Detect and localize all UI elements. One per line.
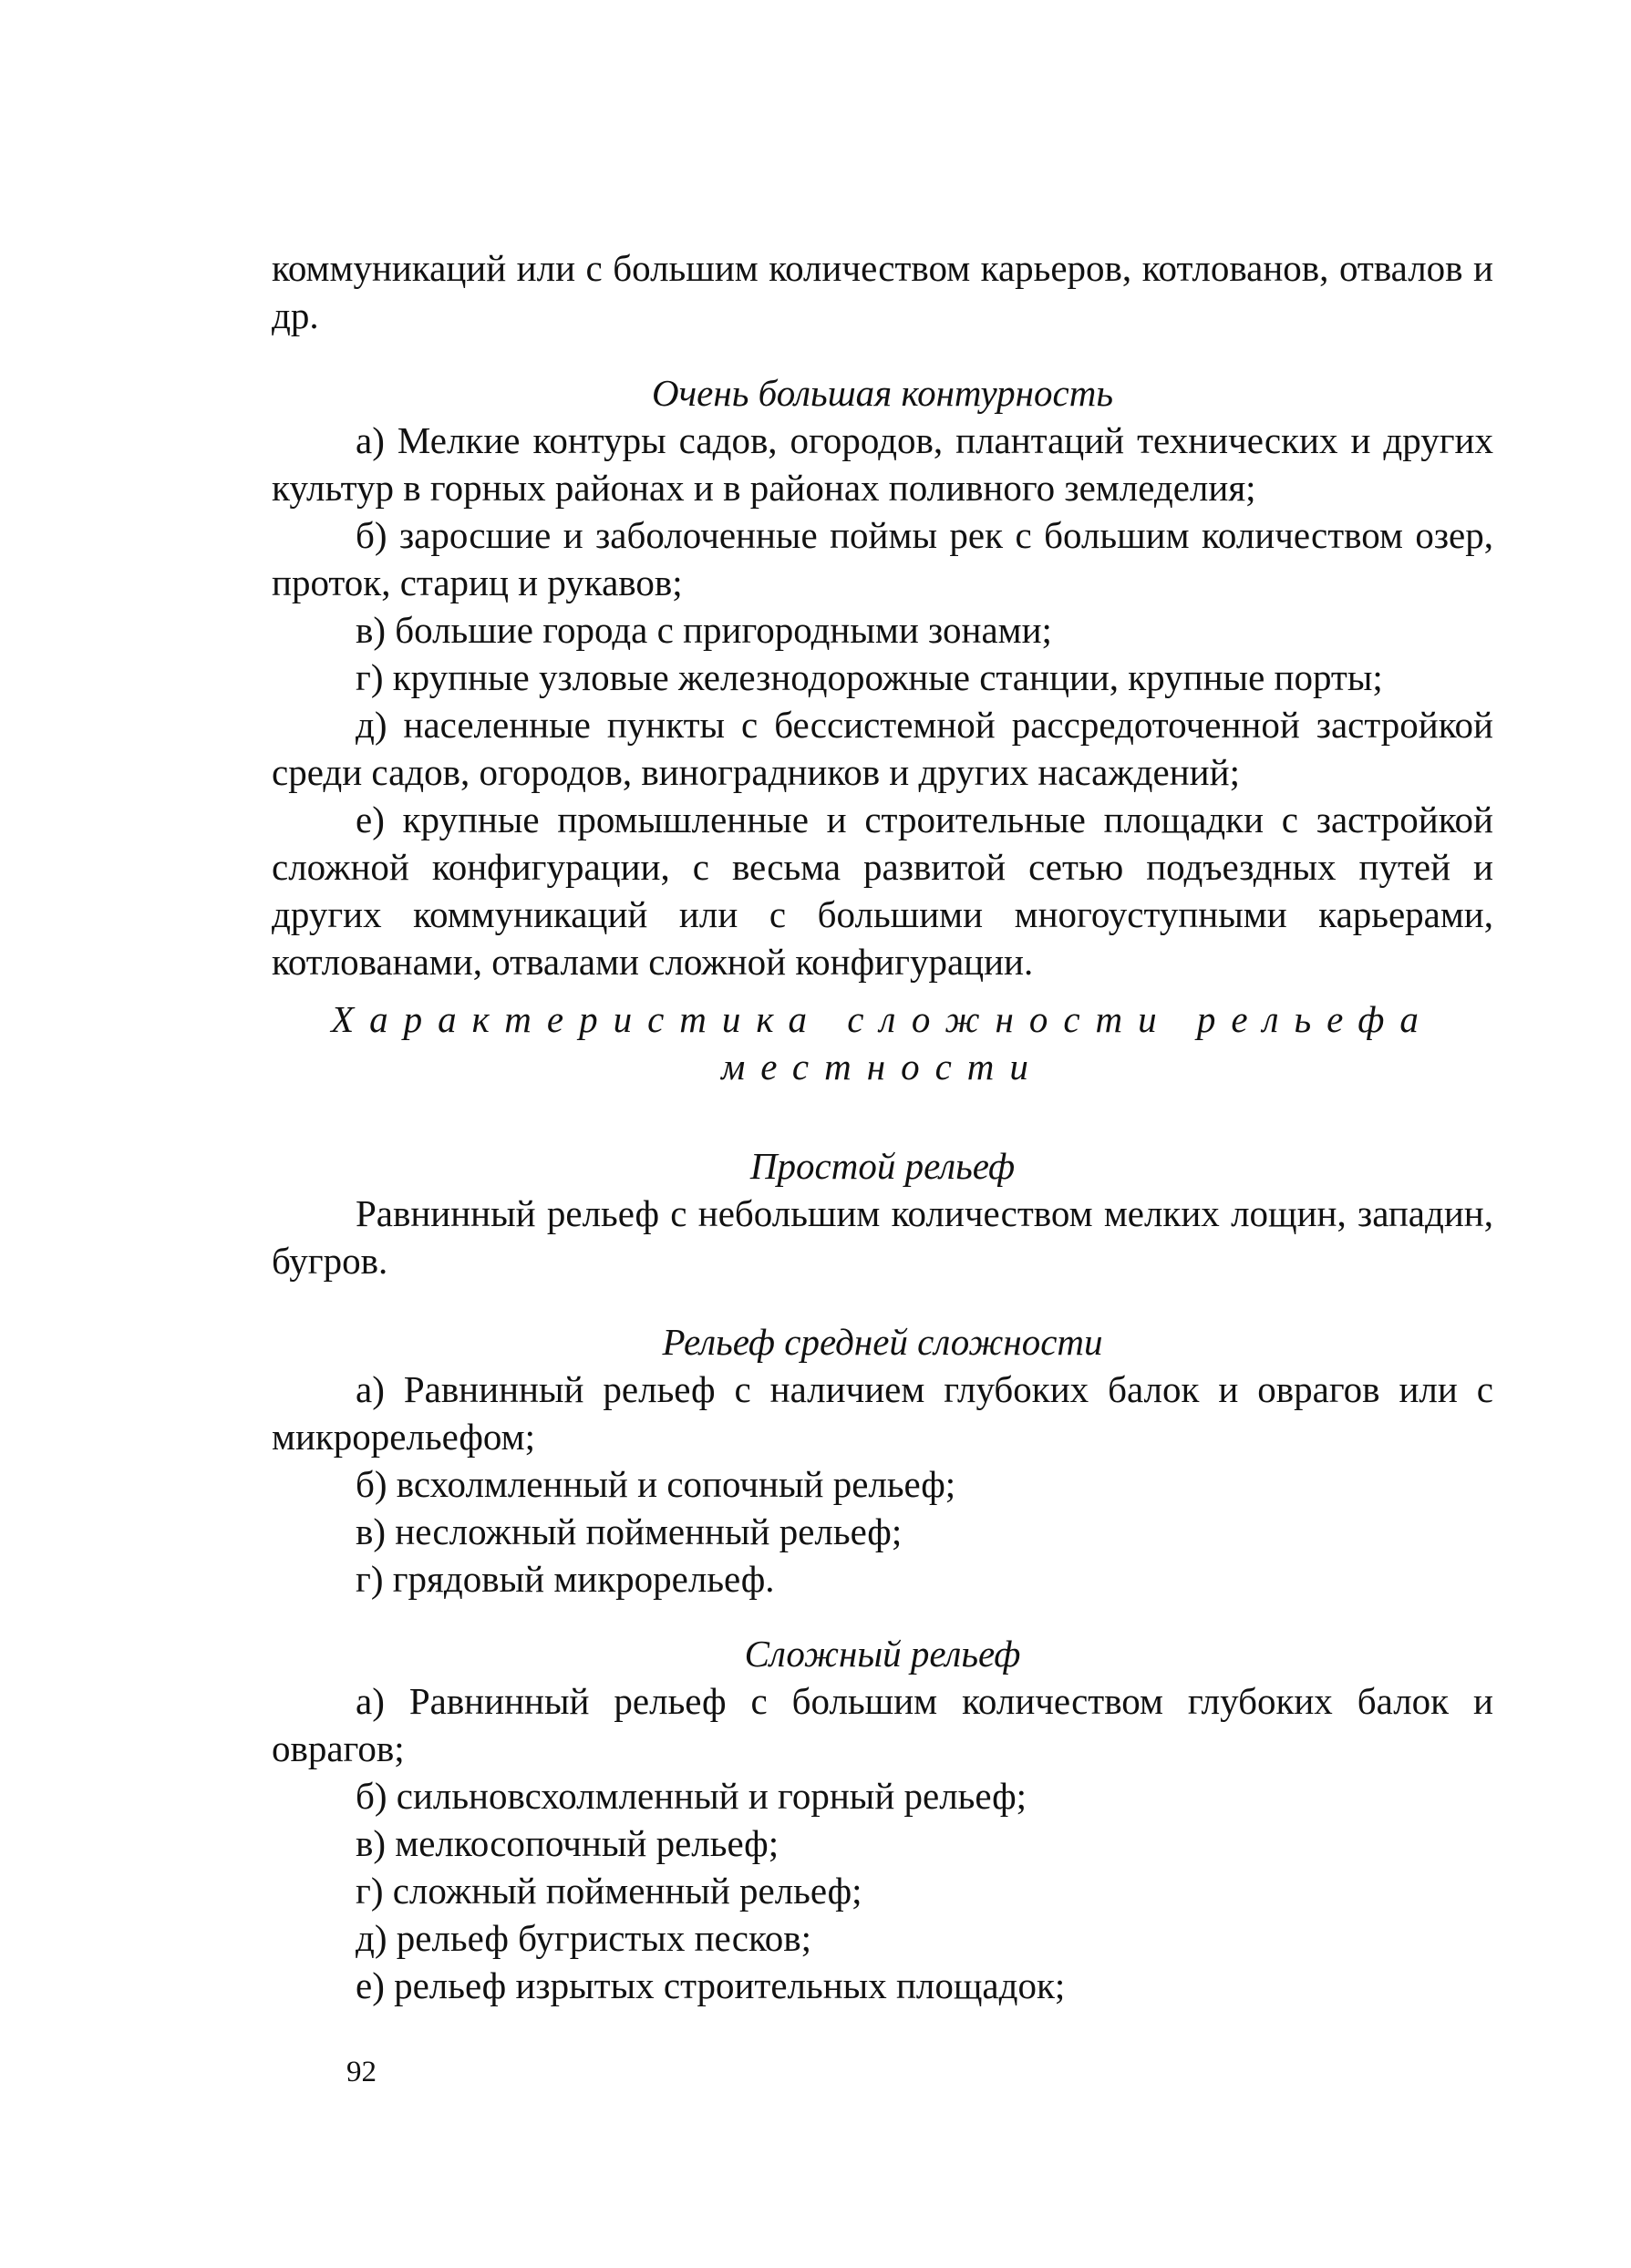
continuation-paragraph <box>272 244 1493 339</box>
complex-relief-list <box>272 1677 1493 2009</box>
list-item: б) всхолмленный и сопочный рельеф; <box>356 1463 956 1505</box>
relief-heading-line-1: Характеристика сложности рельефа <box>331 998 1434 1040</box>
list-item: е) рельеф изрытых строительных площадок; <box>356 1964 1066 2006</box>
list-item: б) сильновсхолмленный и горный рельеф; <box>356 1775 1027 1817</box>
relief-heading-line-2: местности <box>721 1046 1044 1088</box>
list-item: в) несложный пойменный рельеф; <box>356 1510 903 1552</box>
list-item: д) населенные пункты с бессистемной рассредоточенной застройкой среди садов, огородов, виноградников и других насаждений; <box>272 704 1493 793</box>
list-item: д) рельеф бугристых песков; <box>356 1917 812 1959</box>
list-item: а) Мелкие контуры садов, огородов, плантаций технических и других культур в горных районах и в районах поливного земледелия; <box>272 419 1493 509</box>
section-title-complex-relief: Сложный рельеф <box>744 1633 1021 1675</box>
paragraph-text: коммуникаций или с большим количеством карьеров, котлованов, отвалов и др. <box>272 247 1493 336</box>
list-item: в) большие города с пригородными зонами; <box>356 609 1052 651</box>
list-item: а) Равнинный рельеф с большим количеством глубоких балок и оврагов; <box>272 1680 1493 1769</box>
list-item: в) мелкосопочный рельеф; <box>356 1822 779 1864</box>
paragraph-text: Равнинный рельеф с небольшим количеством мелких лощин, западин, бугров. <box>272 1192 1493 1282</box>
list-item: е) крупные промышленные и строительные площадки с застройкой сложной конфигурации, с весьма развитой сетью подъездных путей и других коммуникаций или с большими многоуступными карьерами, котлованами, отвалами сложной конфигурации. <box>272 799 1493 983</box>
page-number: 92 <box>346 2056 377 2088</box>
list-item: г) грядовый микрорельеф. <box>356 1558 775 1600</box>
list-item: а) Равнинный рельеф с наличием глубоких балок и оврагов или с микрорельефом; <box>272 1368 1493 1458</box>
simple-relief-text <box>272 1190 1493 1284</box>
very-large-contour-list <box>272 417 1493 985</box>
list-item: г) крупные узловые железнодорожные станции, крупные порты; <box>356 656 1383 698</box>
medium-relief-list <box>272 1366 1493 1603</box>
section-title-very-large-contour: Очень большая контурность <box>652 372 1113 414</box>
section-title-simple-relief: Простой рельеф <box>749 1145 1016 1187</box>
list-item: г) сложный пойменный рельеф; <box>356 1870 862 1912</box>
section-title-medium-relief: Рельеф средней сложности <box>662 1321 1103 1363</box>
list-item: б) заросшие и заболоченные поймы рек с большим количеством озер, проток, стариц и рукавов; <box>272 514 1493 603</box>
